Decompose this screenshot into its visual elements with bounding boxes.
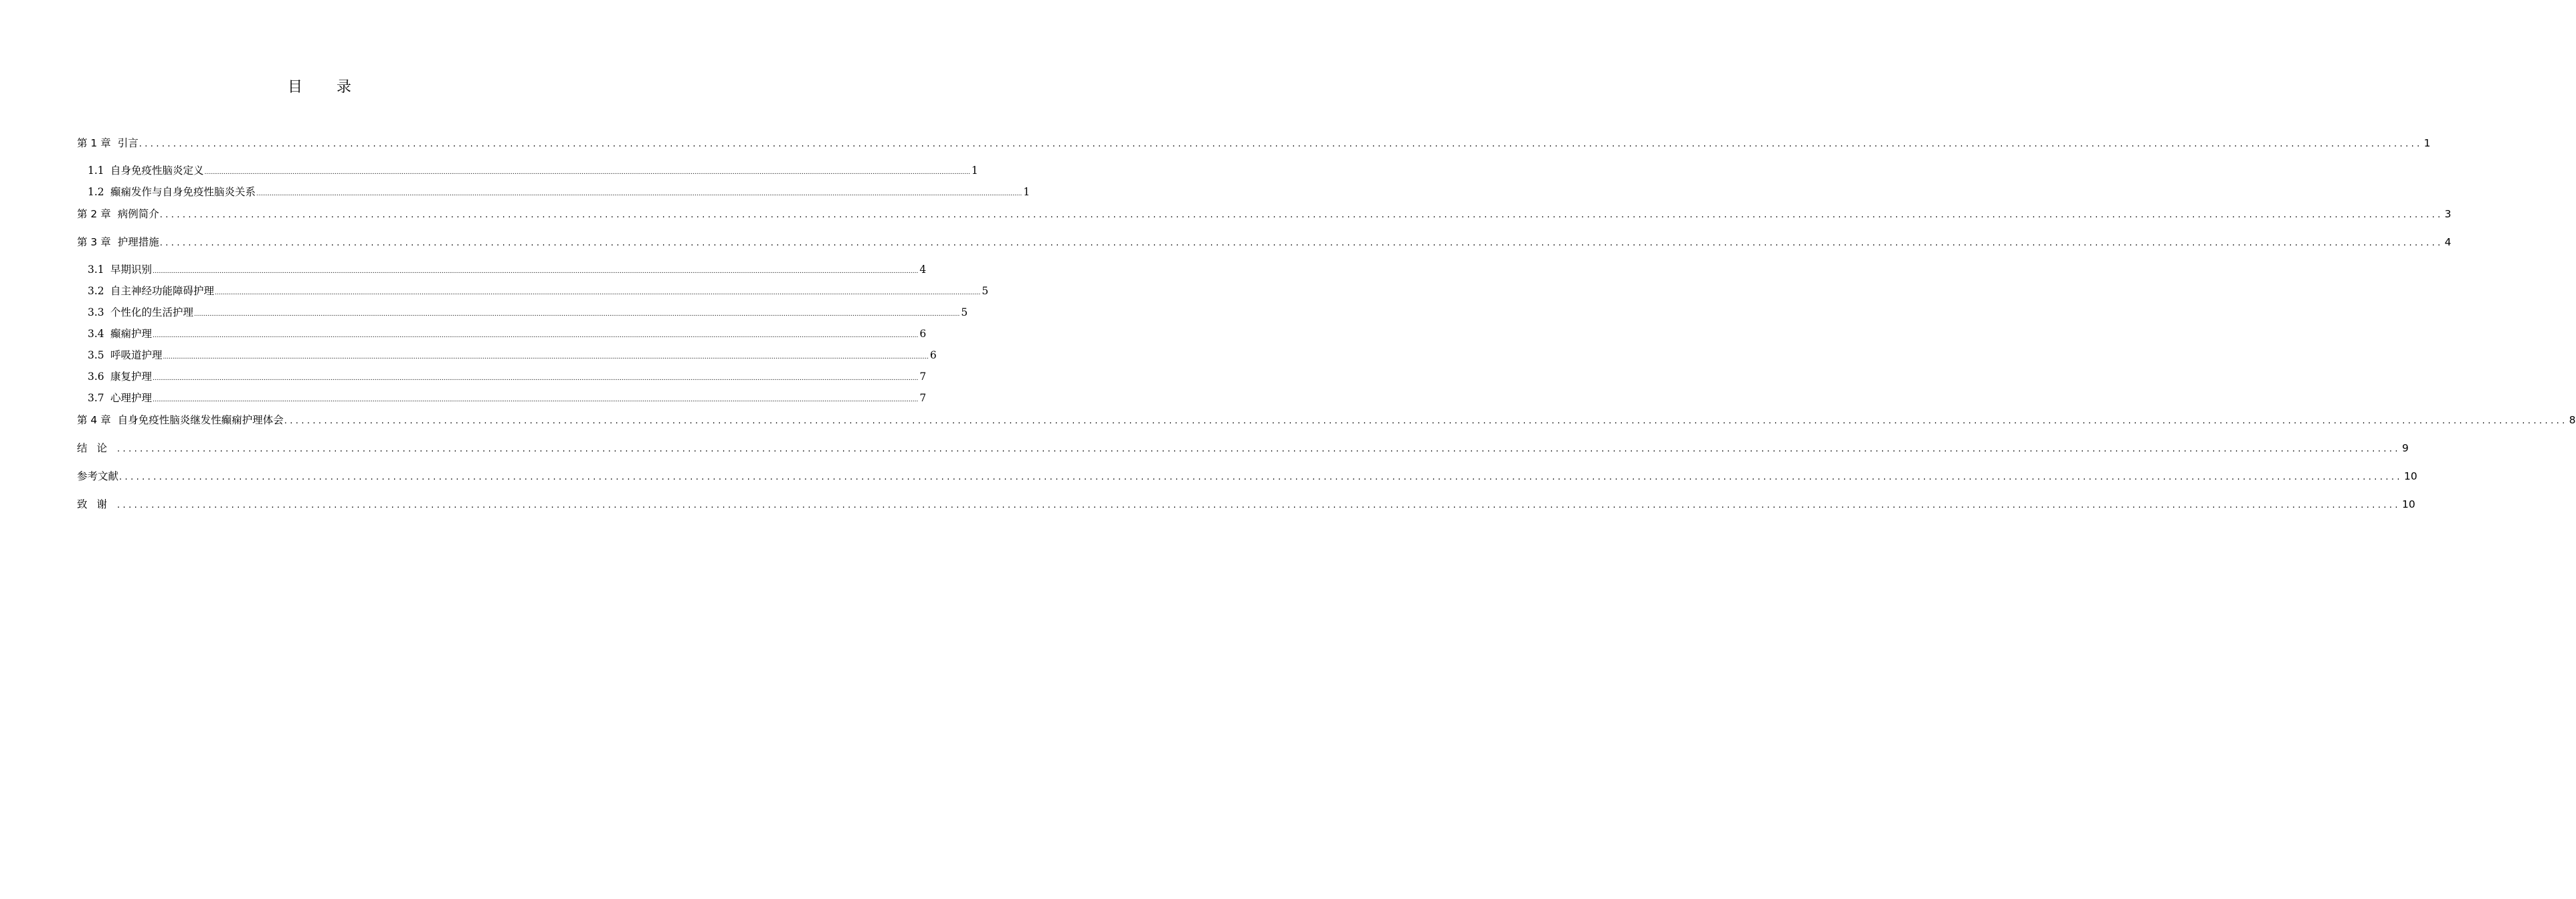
toc-entry-number: 1.2 xyxy=(88,186,104,198)
toc-entry-number: 3.7 xyxy=(88,392,104,404)
dot-leader: ................................................................................................................................................................................................................................................................................................................................................................................................................ xyxy=(163,354,929,361)
toc-entry-text: 参考文献 xyxy=(77,470,119,482)
toc-entry-text: 病例简介 xyxy=(117,208,159,220)
toc-entry-section-3-2[interactable] xyxy=(77,280,989,302)
toc-title: 目 录 xyxy=(288,79,366,96)
toc-entry-page: 1 xyxy=(971,165,978,177)
toc-entry-section-3-7[interactable] xyxy=(77,387,927,409)
toc-entry-text: 引言 xyxy=(117,137,139,149)
toc-entry-page: 4 xyxy=(2444,236,2452,248)
toc-entry-conclusion[interactable] xyxy=(77,437,2409,465)
dot-leader: ................................................................................................................................................................................................................................................................................................................................................................................................................ xyxy=(153,397,919,403)
toc-entry-section-1-2[interactable] xyxy=(77,181,1030,203)
toc-entry-chapter-3[interactable] xyxy=(77,231,2452,259)
dot-leader: ................................................................................................................................................................................................................................................................................................................................................................................................................ xyxy=(119,472,2403,482)
toc-entry-number: 3.5 xyxy=(88,349,104,361)
toc-entry-page: 6 xyxy=(919,328,927,340)
toc-entry-page: 6 xyxy=(929,349,937,361)
toc-entry-text: 个性化的生活护理 xyxy=(110,306,194,318)
toc-entry-chapter-1[interactable] xyxy=(77,132,2431,160)
dot-leader: ................................................................................................................................................................................................................................................................................................................................................................................................................ xyxy=(204,169,970,176)
toc-entry-page: 5 xyxy=(961,306,968,318)
toc-entry-page: 5 xyxy=(982,285,989,297)
toc-entry-number: 第 2 章 xyxy=(77,208,111,220)
toc-entry-page: 1 xyxy=(2423,137,2431,149)
toc-entry-page: 10 xyxy=(2401,498,2415,510)
dot-leader: ................................................................................................................................................................................................................................................................................................................................................................................................................ xyxy=(256,191,1022,197)
toc-entry-text: 癫痫发作与自身免疫性脑炎关系 xyxy=(110,186,256,198)
toc-entry-page: 7 xyxy=(919,371,927,383)
dot-leader: ................................................................................................................................................................................................................................................................................................................................................................................................................ xyxy=(159,210,2444,220)
toc-entry-text: 心理护理 xyxy=(110,392,153,404)
dot-leader: ................................................................................................................................................................................................................................................................................................................................................................................................................ xyxy=(284,416,2568,426)
dot-leader: ................................................................................................................................................................................................................................................................................................................................................................................................................ xyxy=(117,444,2401,454)
toc-entry-number: 3.3 xyxy=(88,306,104,318)
toc-entry-number: 第 1 章 xyxy=(77,137,111,149)
toc-entry-text: 自主神经功能障碍护理 xyxy=(110,285,215,297)
toc-entry-page: 3 xyxy=(2444,208,2452,220)
toc-entry-number: 3.1 xyxy=(88,264,104,276)
toc-entry-page: 7 xyxy=(919,392,927,404)
toc-entry-text: 康复护理 xyxy=(110,371,153,383)
toc-entry-text: 癫痫护理 xyxy=(110,328,153,340)
toc-entry-section-3-5[interactable] xyxy=(77,344,937,366)
toc-entry-section-1-1[interactable] xyxy=(77,160,978,181)
toc-entry-text: 早期识别 xyxy=(110,264,153,276)
dot-leader: ................................................................................................................................................................................................................................................................................................................................................................................................................ xyxy=(117,500,2401,510)
dot-leader: ................................................................................................................................................................................................................................................................................................................................................................................................................ xyxy=(159,238,2444,248)
toc-entry-text: 自身免疫性脑炎定义 xyxy=(110,165,204,177)
toc-entry-number: 3.2 xyxy=(88,285,104,297)
toc-entry-number: 第 4 章 xyxy=(77,414,111,426)
toc-list xyxy=(77,132,2576,521)
toc-entry-page: 9 xyxy=(2401,442,2409,454)
toc-entry-number: 1.1 xyxy=(88,165,104,177)
dot-leader: ................................................................................................................................................................................................................................................................................................................................................................................................................ xyxy=(194,311,960,318)
dot-leader: ................................................................................................................................................................................................................................................................................................................................................................................................................ xyxy=(153,332,919,339)
toc-entry-text: 护理措施 xyxy=(117,236,159,248)
toc-entry-chapter-2[interactable] xyxy=(77,203,2452,231)
toc-entry-text: 结论 xyxy=(77,442,117,454)
toc-entry-section-3-6[interactable] xyxy=(77,366,927,387)
toc-entry-section-3-3[interactable] xyxy=(77,302,968,323)
toc-entry-acknowledgements[interactable] xyxy=(77,493,2415,521)
dot-leader: ................................................................................................................................................................................................................................................................................................................................................................................................................ xyxy=(153,375,919,382)
dot-leader: ................................................................................................................................................................................................................................................................................................................................................................................................................ xyxy=(153,268,919,275)
toc-entry-page: 4 xyxy=(919,264,927,276)
toc-entry-page: 10 xyxy=(2403,470,2417,482)
dot-leader: ................................................................................................................................................................................................................................................................................................................................................................................................................ xyxy=(215,290,981,296)
toc-entry-section-3-1[interactable] xyxy=(77,259,927,280)
dot-leader: ................................................................................................................................................................................................................................................................................................................................................................................................................ xyxy=(139,139,2423,149)
toc-entry-chapter-4[interactable] xyxy=(77,409,2576,437)
toc-entry-text: 呼吸道护理 xyxy=(110,349,163,361)
toc-entry-text: 致谢 xyxy=(77,498,117,510)
toc-entry-section-3-4[interactable] xyxy=(77,323,927,344)
toc-entry-page: 1 xyxy=(1023,186,1030,198)
toc-entry-number: 3.4 xyxy=(88,328,104,340)
toc-entry-references[interactable] xyxy=(77,465,2417,493)
toc-entry-text: 自身免疫性脑炎继发性癫痫护理体会 xyxy=(117,414,284,426)
toc-entry-page: 8 xyxy=(2569,414,2576,426)
toc-entry-number: 3.6 xyxy=(88,371,104,383)
toc-entry-number: 第 3 章 xyxy=(77,236,111,248)
